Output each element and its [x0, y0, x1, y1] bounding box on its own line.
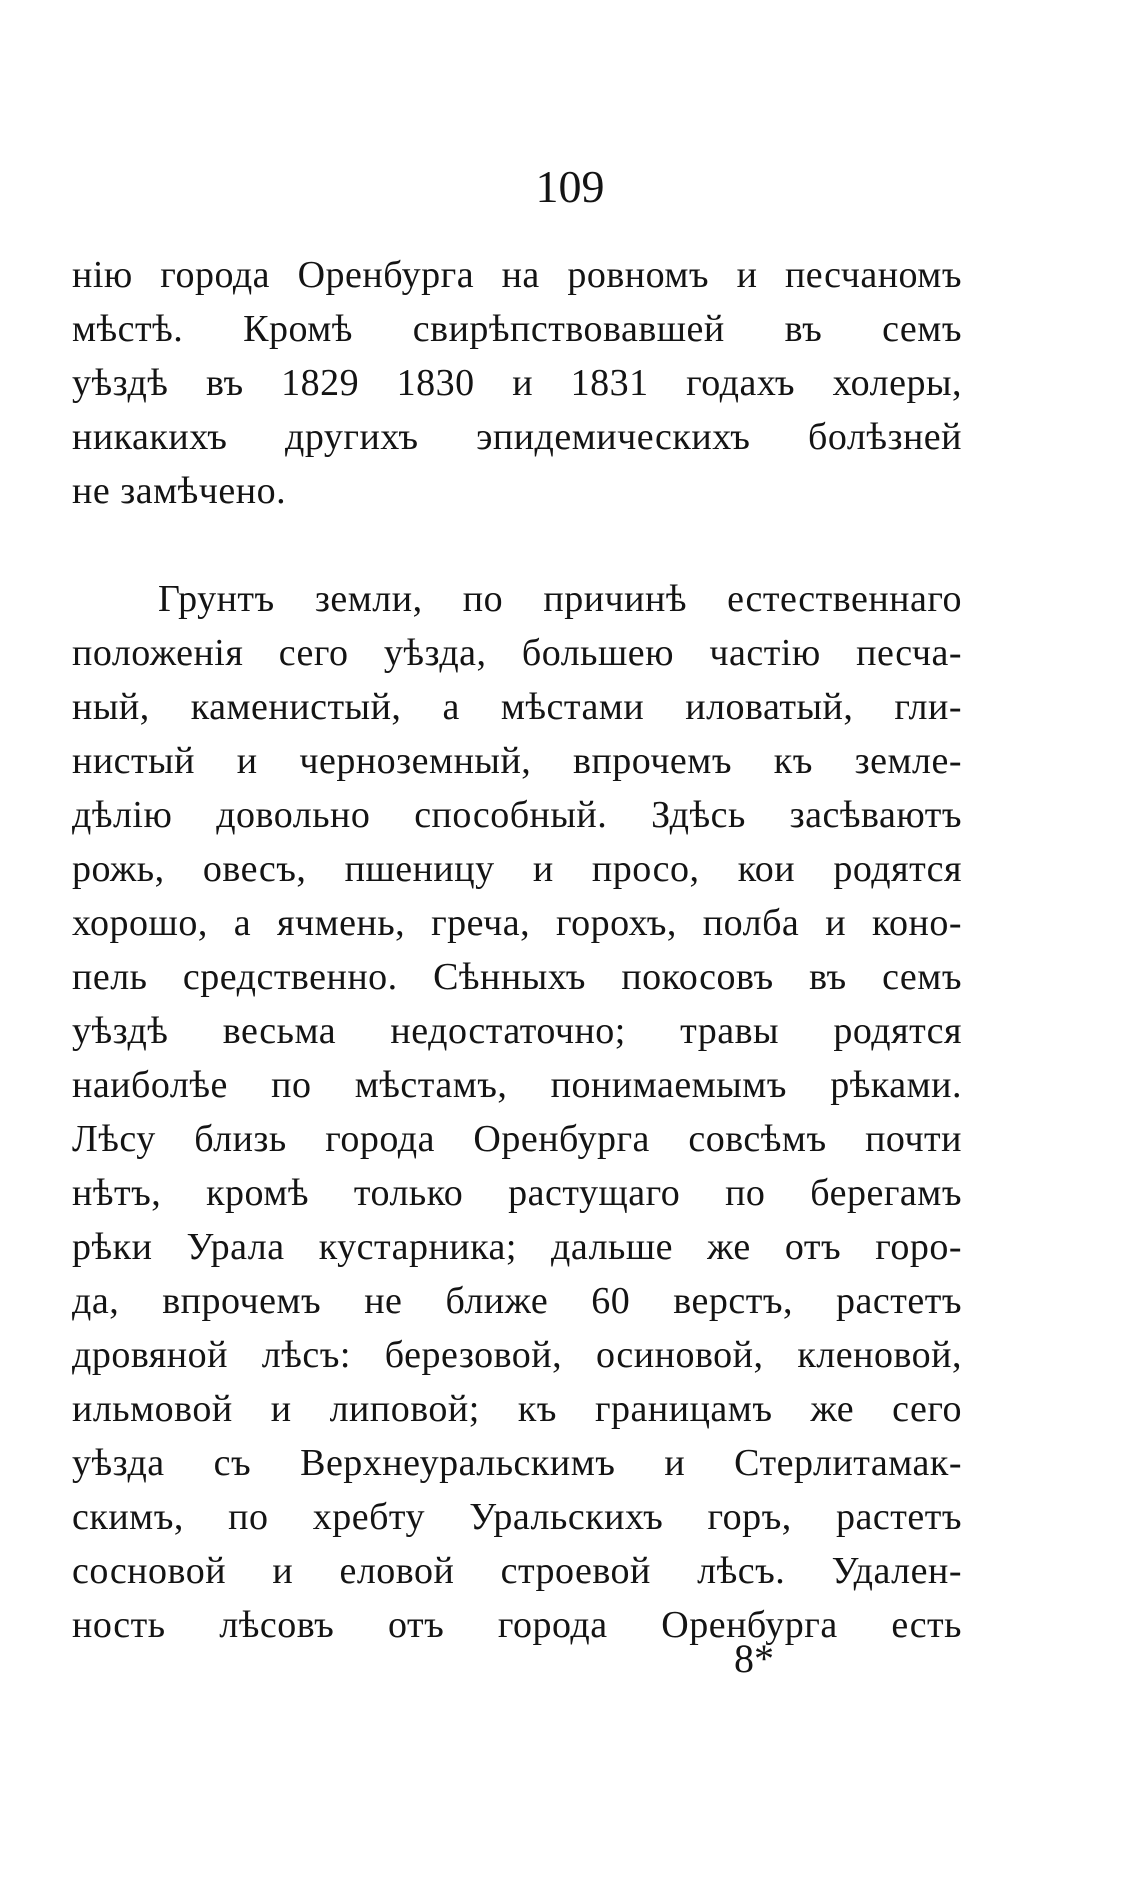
text-line: уѣздѣ весьма недостаточно; травы родятся: [72, 1010, 962, 1052]
text-line: сосновой и еловой строевой лѣсъ. Удален-: [72, 1550, 962, 1592]
text-line: ность лѣсовъ отъ города Оренбурга есть: [72, 1604, 962, 1646]
text-line: нію города Оренбурга на ровномъ и песчаномъ: [72, 254, 962, 296]
text-line: ильмовой и липовой; къ границамъ же сего: [72, 1388, 962, 1430]
text-line: пель средственно. Сѣнныхъ покосовъ въ семъ: [72, 956, 962, 998]
paragraph-2: [72, 572, 962, 1652]
signature-mark: 8*: [734, 1636, 774, 1681]
text-line: уѣзда съ Верхнеуральскимъ и Стерлитамак-: [72, 1442, 962, 1484]
paragraph-1: [72, 248, 962, 518]
text-line: нѣтъ, кромѣ только растущаго по берегамъ: [72, 1172, 962, 1214]
text-line: дѣлію довольно способный. Здѣсь засѣваютъ: [72, 794, 962, 836]
text-line: хорошо, а ячмень, греча, горохъ, полба и коно-: [72, 902, 962, 944]
text-line: наиболѣе по мѣстамъ, понимаемымъ рѣками.: [72, 1064, 962, 1106]
text-line: дровяной лѣсъ: березовой, осиновой, кленовой,: [72, 1334, 962, 1376]
text-line: да, впрочемъ не ближе 60 верстъ, растетъ: [72, 1280, 962, 1322]
text-line: уѣздѣ въ 1829 1830 и 1831 годахъ холеры,: [72, 362, 962, 404]
text-line: мѣстѣ. Кромѣ свирѣпствовавшей въ семъ: [72, 308, 962, 350]
text-line: рѣки Урала кустарника; дальше же отъ горо-: [72, 1226, 962, 1268]
text-line: ный, каменистый, а мѣстами иловатый, гли-: [72, 686, 962, 728]
text-line: Грунтъ земли, по причинѣ естественнаго: [158, 578, 962, 620]
text-line: нистый и черноземный, впрочемъ къ земле-: [72, 740, 962, 782]
text-line: рожь, овесъ, пшеницу и просо, кои родятся: [72, 848, 962, 890]
text-line: Лѣсу близь города Оренбурга совсѣмъ почти: [72, 1118, 962, 1160]
text-line: никакихъ другихъ эпидемическихъ болѣзней: [72, 416, 962, 458]
text-line: положенія сего уѣзда, большею частію песча-: [72, 632, 962, 674]
text-line: не замѣчено.: [72, 470, 287, 512]
text-line: скимъ, по хребту Уральскихъ горъ, растетъ: [72, 1496, 962, 1538]
page-number: 109: [535, 161, 605, 212]
